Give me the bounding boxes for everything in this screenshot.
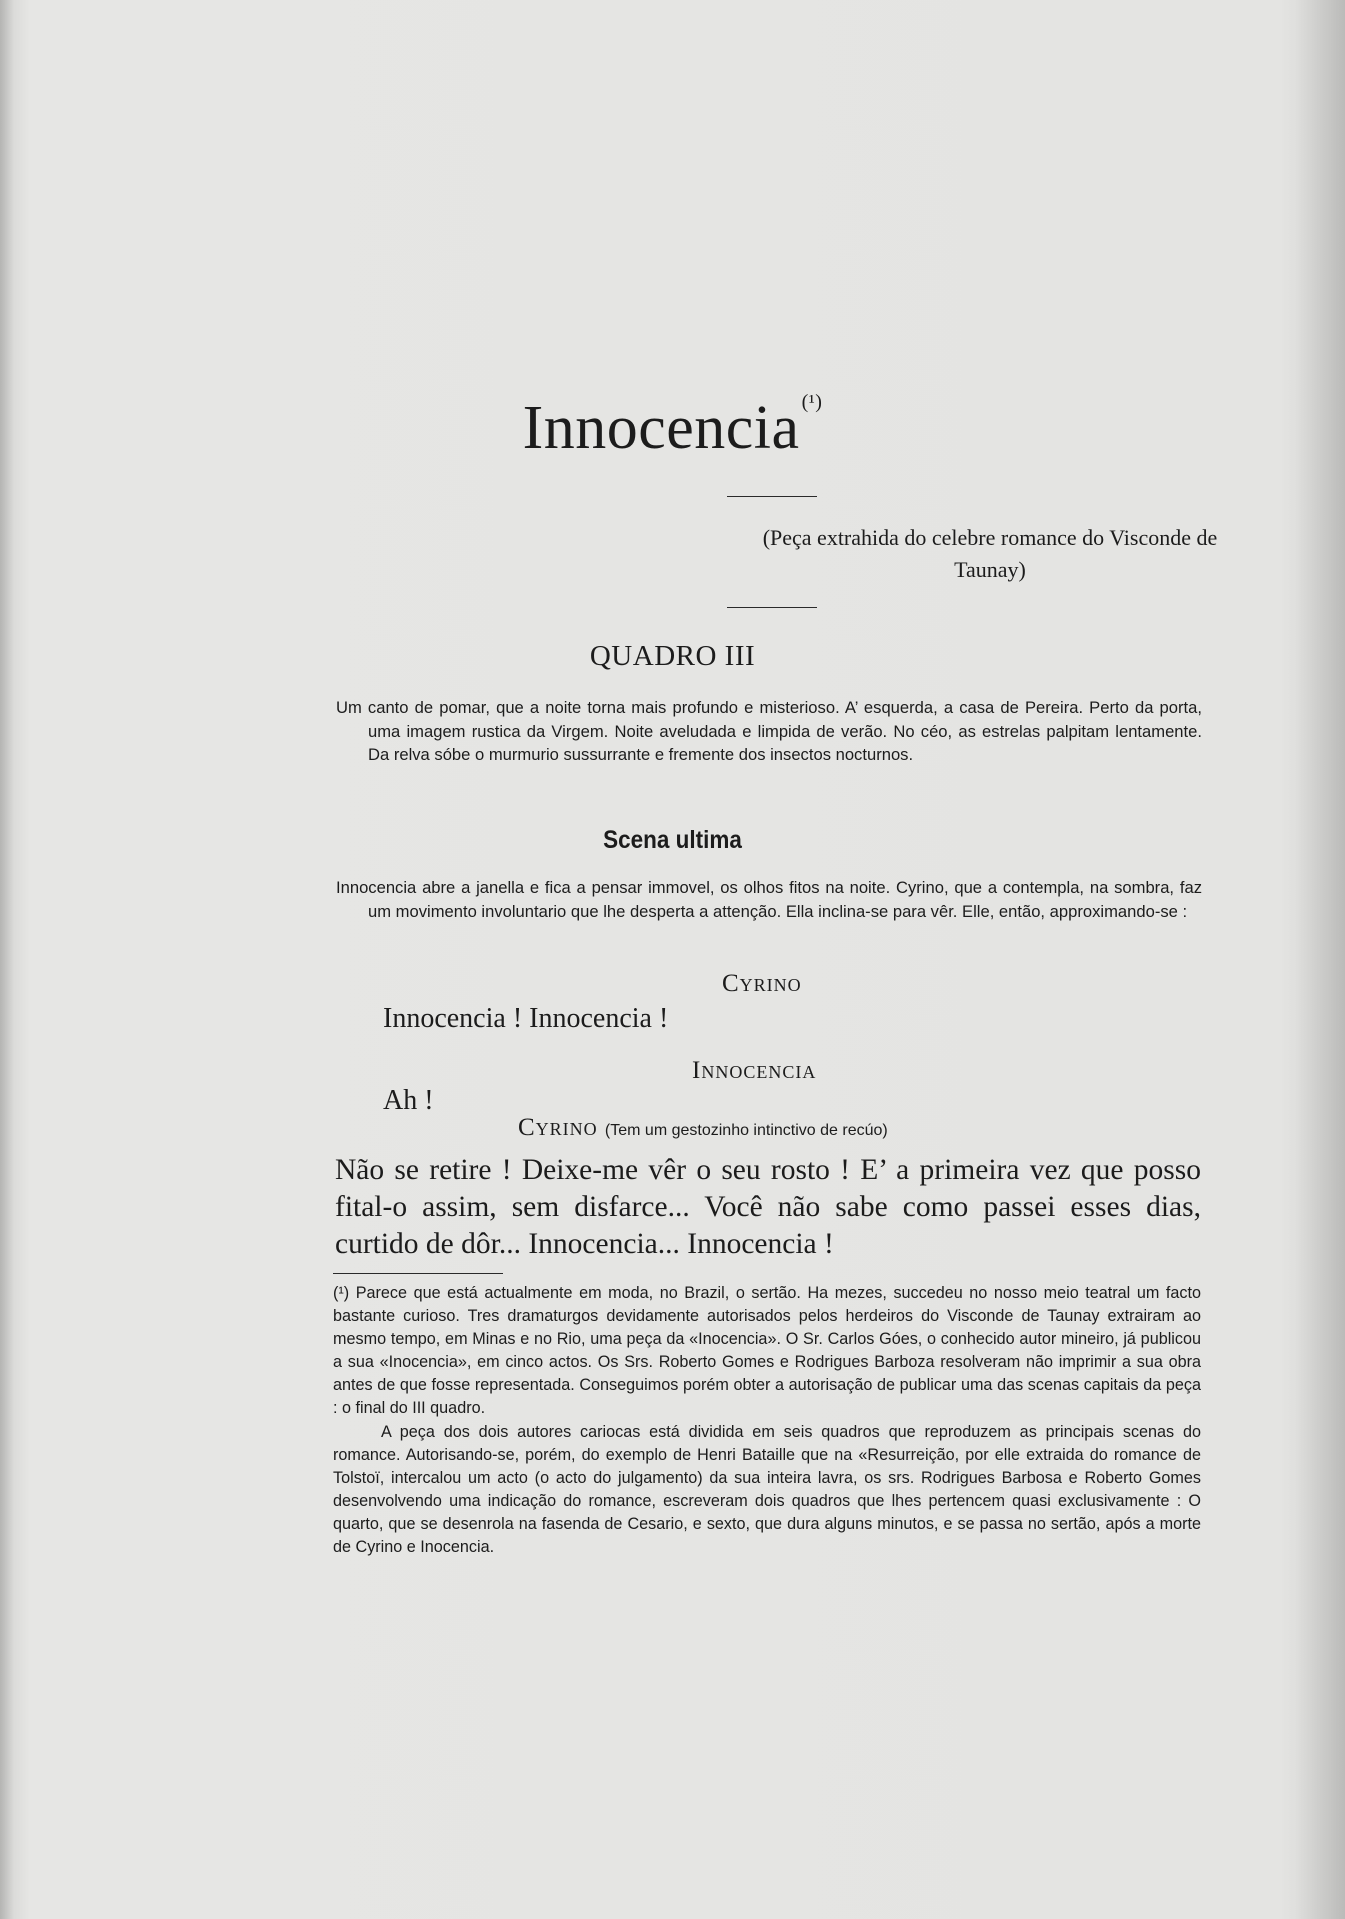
footnote-paragraph: A peça dos dois autores cariocas está dividida em seis quadros que reproduzem as principais scenas do romance. Autorisando-se, porém, do exemplo de Henri Bataille que na «Resurreição, por elle extraida do romance de Tolstoï, intercalou um acto (o acto do julgamento) da sua inteira lavra, os srs. Rodrigues Barbosa e Roberto Gomes desenvolvendo uma indicação do romance, escreveram dois quadros que lhes pertencem quasi exclusivamente : O quarto, que se desenrola na fasenda de Cesario, e sexto, que dura alguns minutos, e se passa no sertão, após a morte de Cyrino e Inocencia. [333, 1422, 1201, 1557]
dialogue-speech: Não se retire ! Deixe-me vêr o seu rosto ! E’ a primeira vez que posso fital-o assim, sem disfarce... Você não sabe como passei esses dias, curtido de dôr... Innocencia... Innocencia ! [335, 1154, 1201, 1260]
speaker-name: Cyrino [518, 1114, 598, 1141]
stage-direction-scene [336, 876, 1202, 923]
stage-direction-inline: (Tem um gestozinho intinctivo de recúo) [604, 1122, 888, 1139]
stage-direction-text: Um canto de pomar, que a noite torna mais profundo e misterioso. A’ esquerda, a casa de Pereira. Perto da porta, uma imagem rustica da Virgem. Noite aveludada e limpida de verão. No céo, as estrelas palpitam lentamente. Da relva sóbe o murmurio sussurrante e fremente dos insectos nocturnos. [336, 698, 1202, 764]
dialogue-line: Ah ! [383, 1085, 434, 1116]
speaker-cyrino [518, 1114, 888, 1142]
page-left-edge-shadow [0, 0, 14, 1919]
subtitle-rule [727, 607, 817, 608]
footnote-rule [333, 1273, 503, 1274]
stage-direction-setting [336, 696, 1202, 767]
speaker-innocencia: Innocencia [692, 1057, 817, 1084]
play-title [0, 391, 1345, 462]
play-subtitle: (Peça extrahida do celebre romance do Visconde de Taunay) [762, 525, 1218, 582]
dialogue-line: Innocencia ! Innocencia ! [383, 1003, 669, 1034]
stage-direction-text: Innocencia abre a janella e fica a pensar immovel, os olhos fitos na noite. Cyrino, que a contempla, na sombra, faz um movimento involuntario que lhe desperta a attenção. Ella inclina-se para vêr. Elle, então, approximando-se : [336, 878, 1202, 921]
footnote [333, 1282, 1201, 1559]
play-title-text: Innocencia [522, 394, 800, 462]
page-spine-shadow [1295, 0, 1345, 1919]
scene-heading: Scena ultima [603, 826, 742, 854]
footnote-paragraph: (¹) Parece que está actualmente em moda, no Brazil, o sertão. Ha mezes, succedeu no nosso meio teatral um facto bastante curioso. Tres dramaturgos devidamente autorisados pelos herdeiros do Visconde de Taunay extrairam ao mesmo tempo, em Minas e no Rio, uma peça da «Inocencia». O Sr. Carlos Góes, o conhecido autor mineiro, já publicou a sua «Inocencia», em cinco actos. Os Srs. Roberto Gomes e Rodrigues Barboza resolveram não imprimir a sua obra antes de que fosse representada. Conseguimos porém obter a autorisação de publicar uma das scenas capitais da peça : o final do III quadro. [333, 1284, 1201, 1418]
footnote-reference: (¹) [801, 391, 823, 413]
speaker-cyrino: Cyrino [722, 970, 802, 997]
title-rule [727, 496, 817, 497]
act-heading: QUADRO III [589, 640, 756, 672]
